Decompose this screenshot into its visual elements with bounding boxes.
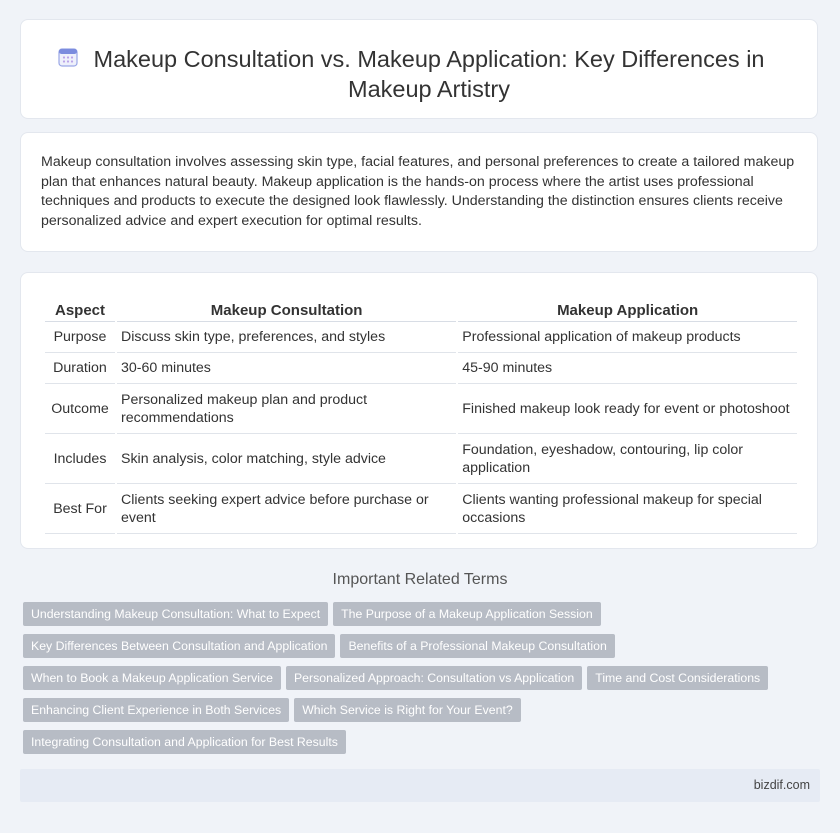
table-cell-aspect: Best For (45, 484, 115, 534)
table-row (45, 484, 797, 534)
related-term-link[interactable]: Integrating Consultation and Application for Best Results (23, 730, 346, 754)
related-term-link[interactable]: When to Book a Makeup Application Service (23, 666, 281, 690)
related-term-link[interactable]: Benefits of a Professional Makeup Consultation (340, 634, 614, 658)
table-cell: 45-90 minutes (458, 353, 797, 384)
related-terms-list (23, 602, 803, 762)
table-row (45, 384, 797, 434)
table-row (45, 434, 797, 484)
intro-paragraph: Makeup consultation involves assessing skin type, facial features, and personal preferences to create a tailored makeup plan that enhances natural beauty. Makeup application is the hands-on process where the artist uses professional techniques and products to execute the designed look flawlessly. Understanding the distinction ensures clients receive personalized advice and expert execution for optimal results. (41, 154, 795, 229)
related-term-link[interactable]: Time and Cost Considerations (587, 666, 768, 690)
table-cell: Professional application of makeup products (458, 322, 797, 353)
footer (20, 769, 820, 802)
table-cell: 30-60 minutes (117, 353, 456, 384)
related-term-link[interactable]: Understanding Makeup Consultation: What to Expect (23, 602, 328, 626)
table-cell-aspect: Duration (45, 353, 115, 384)
table-cell-aspect: Purpose (45, 322, 115, 353)
table-cell-aspect: Outcome (45, 384, 115, 434)
table-cell-aspect: Includes (45, 434, 115, 484)
related-term-link[interactable]: Which Service is Right for Your Event? (294, 698, 521, 722)
comparison-table (43, 293, 799, 534)
related-term-link[interactable]: Key Differences Between Consultation and Application (23, 634, 335, 658)
site-link[interactable]: bizdif.com (753, 778, 810, 792)
column-header-application: Makeup Application (458, 293, 797, 322)
related-term-link[interactable]: Enhancing Client Experience in Both Services (23, 698, 289, 722)
table-cell: Finished makeup look ready for event or photoshoot (458, 384, 797, 434)
related-terms-heading: Important Related Terms (332, 571, 508, 588)
table-cell: Skin analysis, color matching, style advice (117, 434, 456, 484)
related-term-link[interactable]: Personalized Approach: Consultation vs Application (286, 666, 582, 690)
related-term-link[interactable]: The Purpose of a Makeup Application Session (333, 602, 601, 626)
table-cell: Discuss skin type, preferences, and styles (117, 322, 456, 353)
table-row (45, 353, 797, 384)
header-card (20, 19, 818, 119)
table-cell: Clients wanting professional makeup for special occasions (458, 484, 797, 534)
table-cell: Foundation, eyeshadow, contouring, lip color application (458, 434, 797, 484)
table-cell: Clients seeking expert advice before purchase or event (117, 484, 456, 534)
column-header-consultation: Makeup Consultation (117, 293, 456, 322)
table-row (45, 322, 797, 353)
intro-card (20, 132, 818, 252)
column-header-aspect: Aspect (45, 293, 115, 322)
table-cell: Personalized makeup plan and product recommendations (117, 384, 456, 434)
comparison-table-card (20, 272, 818, 549)
page-title: Makeup Consultation vs. Makeup Application: Key Differences in Makeup Artistry (93, 46, 765, 102)
